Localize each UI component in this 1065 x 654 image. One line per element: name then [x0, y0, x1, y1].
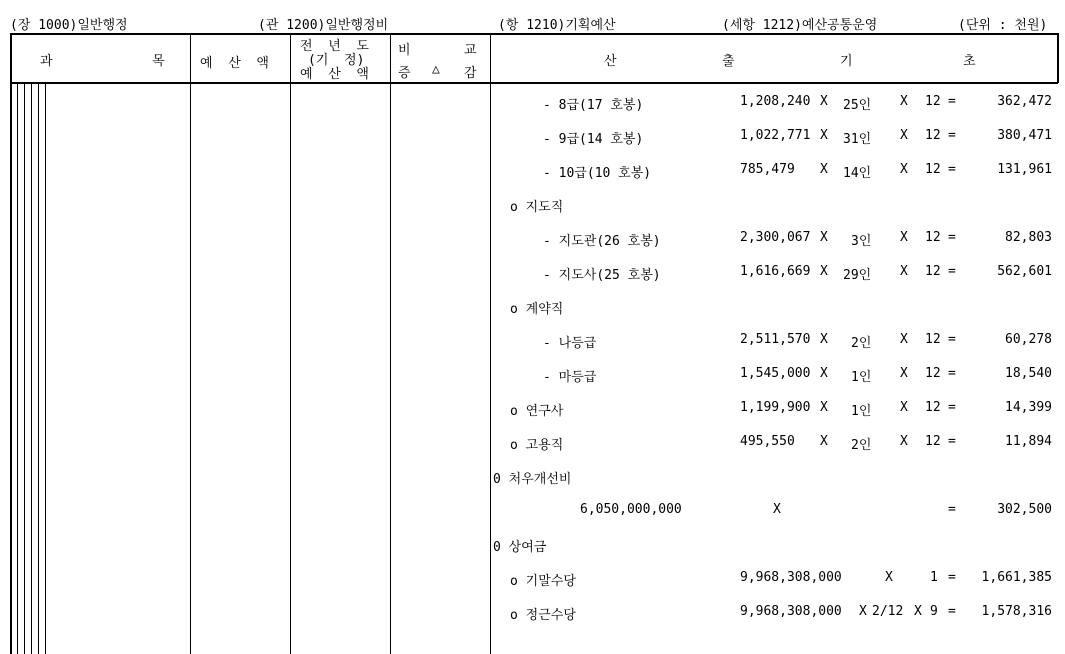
row-amount: 785,479: [740, 162, 795, 177]
row-item: o 정근수당: [510, 608, 576, 623]
header-jang: (장 1000)일반행정: [10, 18, 128, 33]
col-prev-2: (기 정): [308, 53, 365, 68]
row-x2: X: [885, 570, 893, 585]
row-item: o 기말수당: [510, 574, 576, 589]
row-mul: X: [820, 332, 828, 347]
table-row: [0, 332, 1065, 352]
row-item: o 계약직: [510, 302, 564, 317]
header-unit: (단위 : 천원): [958, 18, 1048, 33]
row-count: 2/12: [872, 604, 904, 619]
table-row: [0, 366, 1065, 386]
row-mul: X: [820, 128, 828, 143]
row-eq: =: [948, 230, 956, 245]
row-total: 60,278: [1005, 332, 1052, 347]
row-total: 11,894: [1005, 434, 1052, 449]
row-amount: 9,968,308,000: [740, 570, 842, 585]
row-count: 2인: [851, 336, 872, 351]
row-count: 2인: [851, 438, 872, 453]
row-item: - 지도사(25 호봉): [543, 268, 661, 283]
row-mul: X: [820, 162, 828, 177]
col-basis-3: 기: [840, 54, 853, 69]
row-eq: =: [948, 94, 956, 109]
row-item: - 마등급: [543, 370, 597, 385]
row-count: 14인: [843, 166, 872, 181]
row-x2: X: [900, 128, 908, 143]
row-months: 12: [925, 434, 941, 449]
col-basis-4: 초: [963, 54, 976, 69]
row-item: o 지도직: [510, 200, 564, 215]
table-row: [0, 434, 1065, 454]
col-compare-3: 증: [398, 66, 411, 81]
row-eq: =: [948, 400, 956, 415]
row-amount: 9,968,308,000: [740, 604, 842, 619]
row-x2: X: [900, 366, 908, 381]
row-item: 0 처우개선비: [493, 472, 572, 487]
row-count: 31인: [843, 132, 872, 147]
row-item: - 지도관(26 호봉): [543, 234, 661, 249]
col-compare-5: 감: [464, 66, 477, 81]
top-border: [10, 33, 1058, 35]
row-amount: 1,199,900: [740, 400, 811, 415]
row-amount: 495,550: [740, 434, 795, 449]
table-row: [0, 502, 1065, 522]
row-count: 29인: [843, 268, 872, 283]
col-gwamok-1: 과: [40, 54, 53, 69]
table-row: [0, 570, 1065, 590]
row-x2: X: [900, 434, 908, 449]
row-item: - 10급(10 호봉): [543, 166, 652, 181]
row-amount: 1,616,669: [740, 264, 811, 279]
row-eq: =: [948, 502, 956, 517]
row-total: 562,601: [997, 264, 1052, 279]
col-compare-1: 비: [398, 43, 411, 58]
row-amount: 1,022,771: [740, 128, 811, 143]
table-row: [0, 298, 1065, 318]
col-gwamok-2: 목: [152, 54, 165, 69]
col-prev-3: 예 산 액: [300, 67, 369, 82]
row-total: 302,500: [997, 502, 1052, 517]
row-eq: =: [948, 366, 956, 381]
row-mul: X: [820, 400, 828, 415]
row-total: 1,661,385: [981, 570, 1052, 585]
row-x2: X: [900, 332, 908, 347]
row-months: 12: [925, 94, 941, 109]
table-row: [0, 536, 1065, 556]
row-total: 380,471: [997, 128, 1052, 143]
row-x2: X: [900, 230, 908, 245]
row-total: 131,961: [997, 162, 1052, 177]
row-total: 18,540: [1005, 366, 1052, 381]
header-hang: (항 1210)기획예산: [498, 18, 616, 33]
col-basis-2: 출: [722, 54, 735, 69]
row-mul: X: [820, 434, 828, 449]
row-months: 12: [925, 162, 941, 177]
table-row: [0, 230, 1065, 250]
row-mul: X: [820, 94, 828, 109]
header-sehang: (세항 1212)예산공통운영: [722, 18, 878, 33]
row-eq: =: [948, 434, 956, 449]
row-months: 12: [925, 366, 941, 381]
row-mul: X: [820, 366, 828, 381]
row-mul: X: [859, 604, 867, 619]
table-row: [0, 128, 1065, 148]
row-x2: X: [900, 264, 908, 279]
col-basis-1: 산: [604, 54, 617, 69]
col-compare-2: 교: [464, 43, 477, 58]
row-months: 12: [925, 128, 941, 143]
table-row: [0, 162, 1065, 182]
row-eq: =: [948, 570, 956, 585]
row-amount: 1,545,000: [740, 366, 811, 381]
row-item: - 나등급: [543, 336, 597, 351]
row-eq: =: [948, 264, 956, 279]
col-budget: 예 산 액: [200, 56, 269, 71]
row-count: 3인: [851, 234, 872, 249]
table-row: [0, 468, 1065, 488]
row-months: 1: [930, 570, 938, 585]
row-x2: X: [900, 400, 908, 415]
row-months: 9: [930, 604, 938, 619]
row-item: o 고용직: [510, 438, 564, 453]
row-x2: X: [900, 162, 908, 177]
row-x2: X: [914, 604, 922, 619]
row-total: 14,399: [1005, 400, 1052, 415]
table-row: [0, 604, 1065, 624]
row-total: 1,578,316: [981, 604, 1052, 619]
row-months: 12: [925, 230, 941, 245]
row-total: 362,472: [997, 94, 1052, 109]
row-item: 6,050,000,000: [580, 502, 682, 517]
table-row: [0, 264, 1065, 284]
row-months: 12: [925, 332, 941, 347]
row-item: 0 상여금: [493, 540, 547, 555]
row-eq: =: [948, 162, 956, 177]
row-amount: 1,208,240: [740, 94, 811, 109]
row-eq: =: [948, 332, 956, 347]
row-item: - 9급(14 호봉): [543, 132, 644, 147]
row-eq: =: [948, 128, 956, 143]
row-months: 12: [925, 264, 941, 279]
row-amount: 2,300,067: [740, 230, 811, 245]
row-amount: 2,511,570: [740, 332, 811, 347]
row-count: 1인: [851, 404, 872, 419]
table-row: [0, 400, 1065, 420]
table-row: [0, 94, 1065, 114]
row-mul: X: [773, 502, 781, 517]
row-x2: X: [900, 94, 908, 109]
row-count: 25인: [843, 98, 872, 113]
row-count: 1인: [851, 370, 872, 385]
row-item: o 연구사: [510, 404, 564, 419]
right-border: [1057, 33, 1059, 83]
row-mul: X: [820, 230, 828, 245]
table-row: [0, 196, 1065, 216]
header-gwan: (관 1200)일반행정비: [258, 18, 389, 33]
row-total: 82,803: [1005, 230, 1052, 245]
row-eq: =: [948, 604, 956, 619]
col-compare-4: △: [432, 62, 440, 77]
row-item: - 8급(17 호봉): [543, 98, 644, 113]
header-bottom-border: [10, 82, 1058, 84]
col-prev-1: 전 년 도: [300, 39, 369, 54]
row-months: 12: [925, 400, 941, 415]
row-mul: X: [820, 264, 828, 279]
